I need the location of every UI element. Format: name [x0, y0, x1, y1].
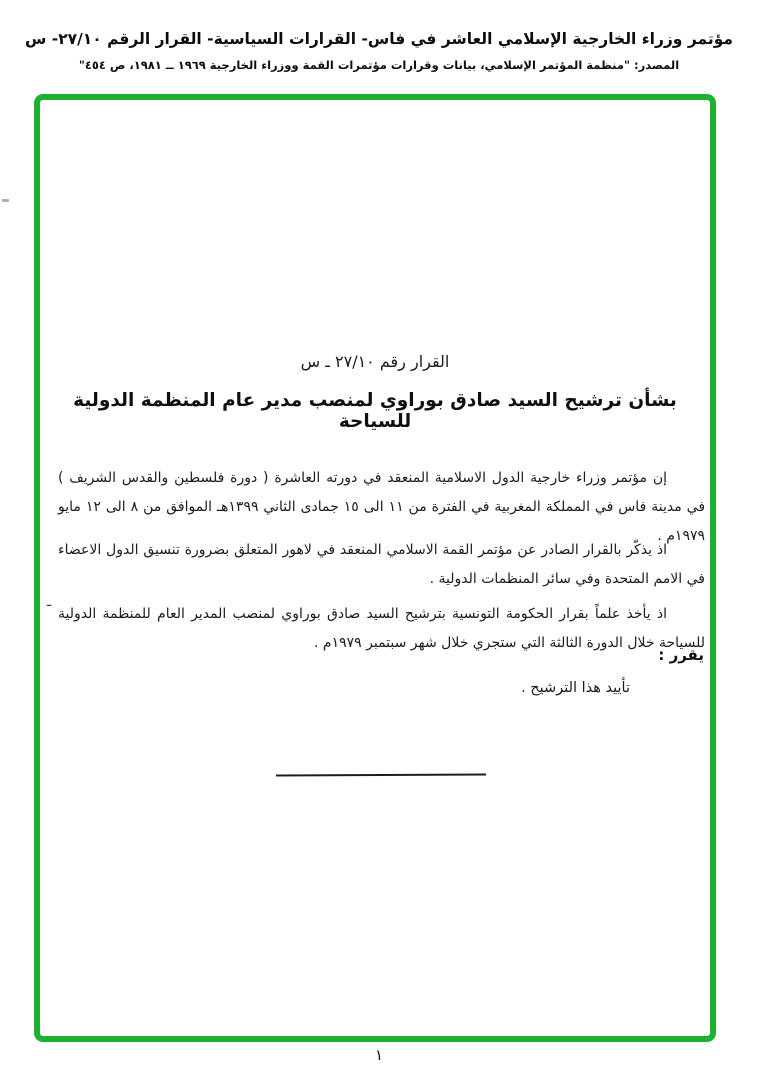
- page-number: ١: [374, 1046, 384, 1064]
- resolution-title: بشأن ترشيح السيد صادق بوراوي لمنصب مدير عام المنظمة الدولية للسياحة: [73, 390, 677, 432]
- resolution-border-box: [34, 94, 716, 1042]
- header-title: مؤتمر وزراء الخارجية الإسلامي العاشر في فاس- القرارات السياسية- القرار الرقم ٢٧/١٠- س: [24, 30, 734, 48]
- header-source: المصدر: "منظمة المؤتمر الإسلامي، بيانات وقرارات مؤتمرات القمة ووزراء الخارجية ١٩٦٩ ــ ١٩٨١، ص ٤٥٤": [78, 58, 680, 72]
- decides-label: يقرر :: [658, 646, 704, 664]
- document-header: [0, 26, 758, 72]
- signature-divider-line: [276, 773, 486, 776]
- paragraph-preamble: إن مؤتمر وزراء خارجية الدول الاسلامية المنعقد في دورته العاشرة ( دورة فلسطين والقدس الشريف ) في مدينة فاس في المملكة المغربية في الفترة من ١١ الى ١٥ جمادى الثاني ١٣٩٩هـ الموافق من ٨ الى ١٢ مايو ١٩٧٩م .: [58, 470, 706, 544]
- decision-text: تأييد هذا الترشيح .: [521, 680, 630, 696]
- stray-dash: ـ: [47, 594, 52, 610]
- resolution-content: [40, 100, 710, 1036]
- scan-artifact-mark: [2, 199, 9, 202]
- paragraph-recalling: اذ يذكّر بالقرار الصادر عن مؤتمر القمة الاسلامي المنعقد في لاهور المتعلق بضرورة تنسيق الدول الاعضاء في الامم المتحدة وفي سائر المنظمات الدولية .: [58, 542, 705, 587]
- paragraph-taking-note: اذ يأخذ علماً بقرار الحكومة التونسية بترشيح السيد صادق بوراوي لمنصب المدير العام للمنظمة الدولية للسياحة خلال الدورة الثالثة التي ستجري خلال شهر سبتمبر ١٩٧٩م .: [58, 606, 705, 651]
- resolution-number: القرار رقم ٢٧/١٠ ـ س: [300, 352, 450, 371]
